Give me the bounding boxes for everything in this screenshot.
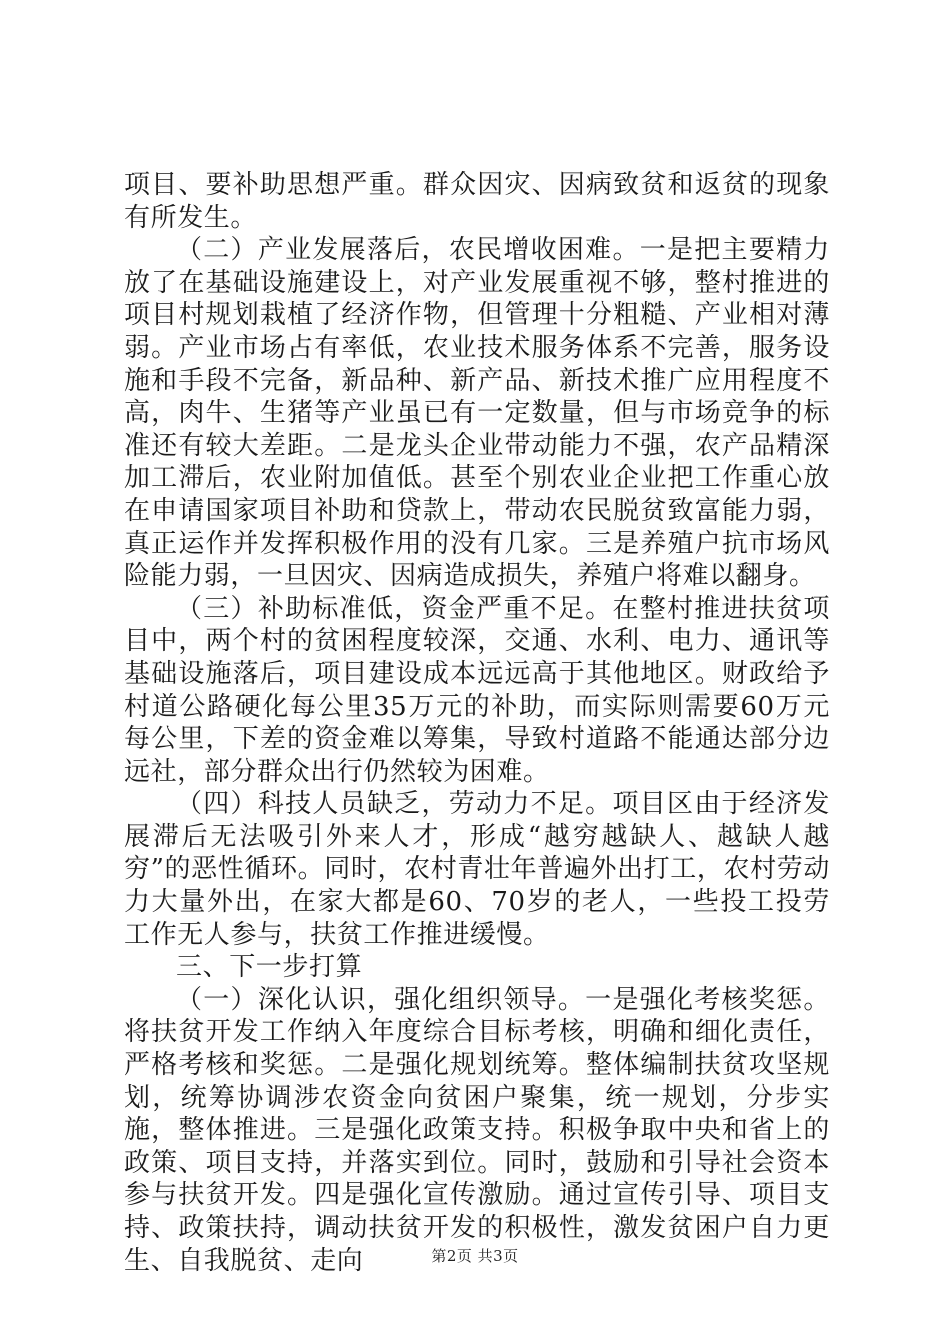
paragraph-section-4: （四）科技人员缺乏，劳动力不足。项目区由于经济发展滞后无法吸引外来人才，形成“越穷越缺人、越缺人越穷”的恶性循环。同时，农村青壮年普遍外出打工，农村劳动力大量外出，在家大都是60、70岁的老人，一些投工投劳工作无人参与，扶贫工作推进缓慢。 <box>124 789 830 950</box>
paragraph-plan-1: （一）深化认识，强化组织领导。一是强化考核奖惩。将扶贫开发工作纳入年度综合目标考核，明确和细化责任，严格考核和奖惩。二是强化规划统筹。整体编制扶贫攻坚规划，统筹协调涉农资金向贫困户聚集，统一规划，分步实施，整体推进。三是强化政策支持。积极争取中央和省上的政策、项目支持，并落实到位。同时，鼓励和引导社会资本参与扶贫开发。四是强化宣传激励。通过宣传引导、项目支持、政策扶持，调动扶贫开发的积极性，激发贫困户自力更生、自我脱贫、走向 <box>124 984 830 1276</box>
paragraph-section-2: （二）产业发展落后，农民增收困难。一是把主要精力放了在基础设施建设上，对产业发展重视不够，整村推进的项目村规划栽植了经济作物，但管理十分粗糙、产业相对薄弱。产业市场占有率低，农业技术服务体系不完善，服务设施和手段不完备，新品种、新产品、新技术推广应用程度不高，肉牛、生猪等产业虽已有一定数量，但与市场竞争的标准还有较大差距。二是龙头企业带动能力不强，农产品精深加工滞后，农业附加值低。甚至个别农业企业把工作重心放在申请国家项目补助和贷款上，带动农民脱贫致富能力弱，真正运作并发挥积极作用的没有几家。三是养殖户抗市场风险能力弱，一旦因灾、因病造成损失，养殖户将难以翻身。 <box>124 235 830 592</box>
paragraph-section-3: （三）补助标准低，资金严重不足。在整村推进扶贫项目中，两个村的贫困程度较深，交通、水利、电力、通讯等基础设施落后，项目建设成本远远高于其他地区。财政给予村道公路硬化每公里35万元的补助，而实际则需要60万元每公里，下差的资金难以筹集，导致村道路不能通达部分边远社，部分群众出行仍然较为困难。 <box>124 593 830 787</box>
page-number-footer: 第2页 共3页 <box>431 1247 519 1265</box>
document-body <box>124 169 830 1277</box>
paragraph-continuation: 项目、要补助思想严重。群众因灾、因病致贫和返贫的现象有所发生。 <box>124 170 830 233</box>
section-heading-next-steps: 三、下一步打算 <box>176 952 363 983</box>
